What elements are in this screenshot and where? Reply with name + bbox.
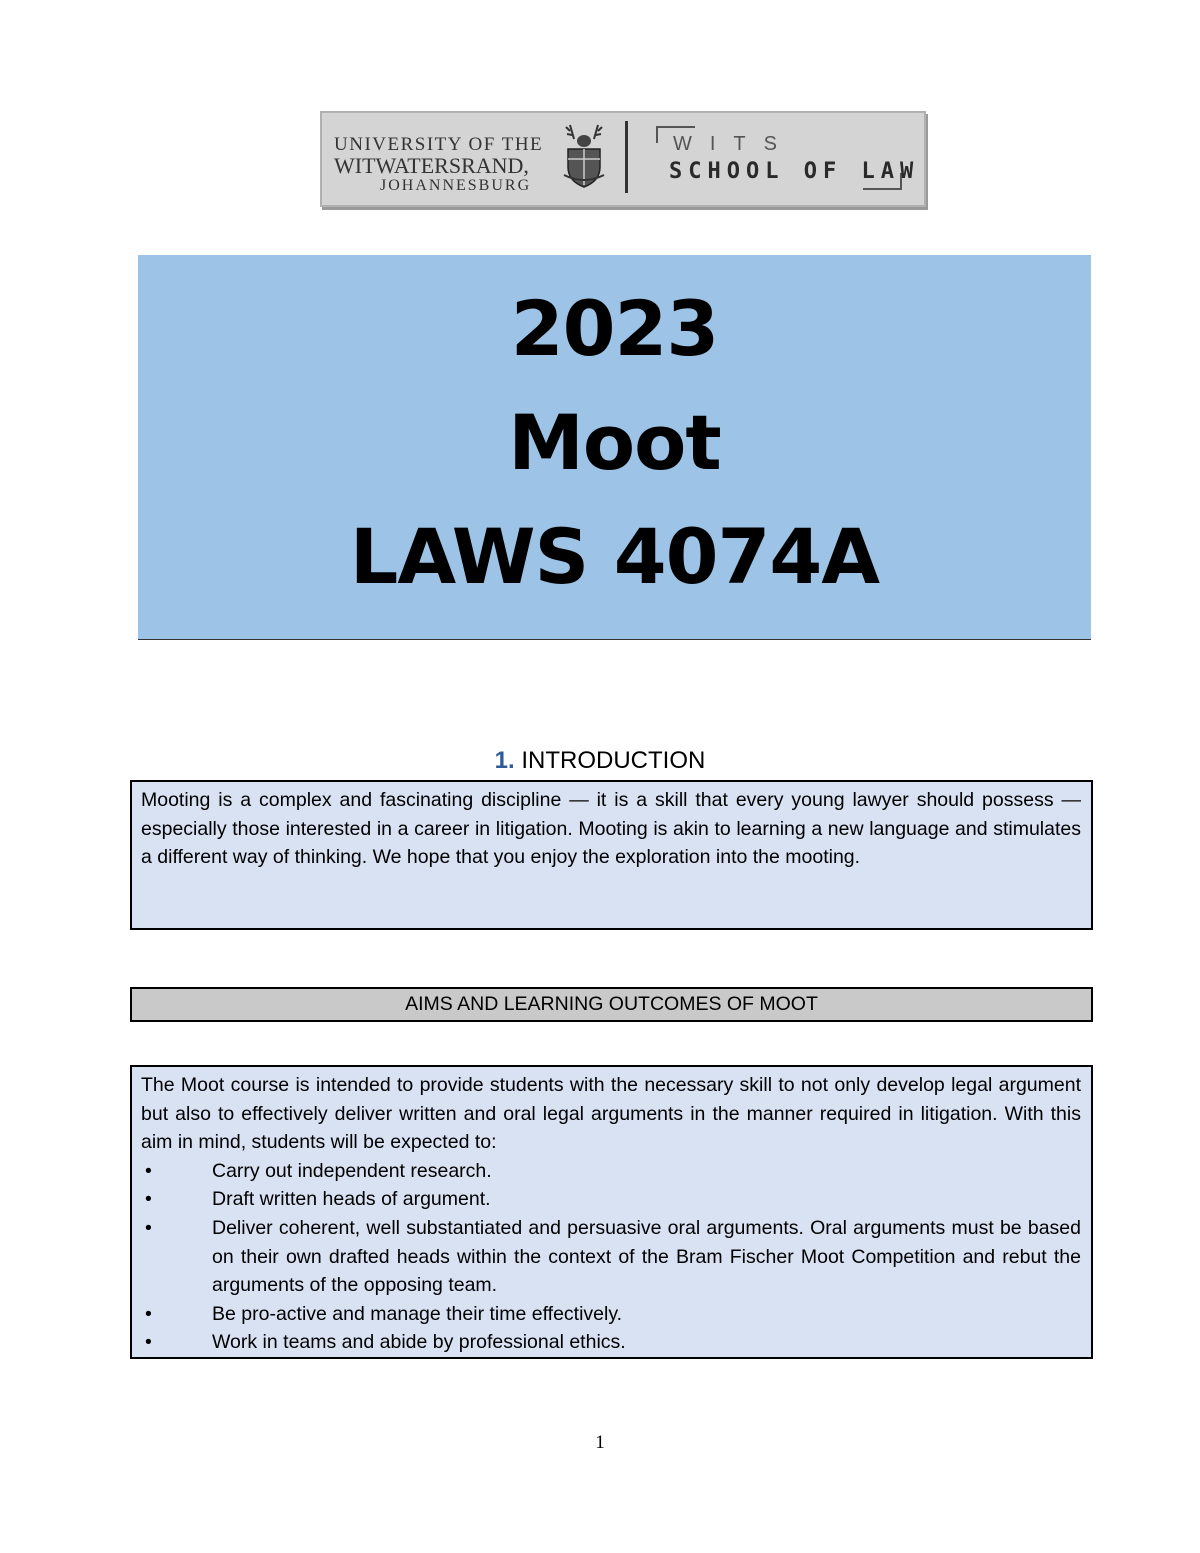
- university-name-line2: WITWATERSRAND,: [334, 153, 529, 178]
- course-year: 2023: [510, 284, 719, 373]
- list-item: [141, 1185, 1081, 1214]
- school-of-law-wordmark: SCHOOL OF LAW: [669, 159, 920, 184]
- list-item-text: Deliver coherent, well substantiated and persuasive oral arguments. Oral arguments must be based on their own drafted heads within the context of the Bram Fischer Moot Competition and rebut the arguments of the opposing team.: [212, 1216, 1081, 1297]
- list-item-text: Work in teams and abide by professional ethics.: [212, 1331, 626, 1354]
- course-title-box: [138, 255, 1091, 640]
- bullet-icon: •: [145, 1331, 152, 1354]
- list-item: [141, 1214, 1081, 1300]
- introduction-text: Mooting is a complex and fascinating discipline — it is a skill that every young lawyer should possess — especially those interested in a career in litigation. Mooting is akin to learning a new language and stimulates a different way of thinking. We hope that you enjoy the exploration into the mooting.: [141, 789, 1081, 869]
- list-item: [141, 1157, 1081, 1186]
- introduction-heading: [0, 747, 1200, 775]
- list-item-text: Carry out independent research.: [212, 1159, 492, 1182]
- introduction-box: [130, 780, 1093, 930]
- page-number: 1: [595, 1432, 605, 1453]
- wits-school-of-law-mark: [655, 125, 920, 191]
- section-title: INTRODUCTION: [521, 747, 706, 774]
- university-name-line3: JOHANNESBURG: [380, 177, 532, 194]
- bullet-icon: •: [145, 1216, 152, 1239]
- wits-wordmark: WITS: [673, 133, 795, 155]
- aims-box: [130, 1065, 1093, 1359]
- logo-divider: [625, 121, 628, 193]
- list-item-text: Be pro-active and manage their time effectively.: [212, 1302, 623, 1325]
- aims-heading: AIMS AND LEARNING OUTCOMES OF MOOT: [405, 993, 818, 1015]
- section-number: 1.: [494, 747, 515, 774]
- course-code: LAWS 4074A: [349, 512, 880, 601]
- course-name: Moot: [508, 398, 721, 487]
- university-name: [334, 135, 543, 194]
- aims-heading-bar: [130, 987, 1093, 1022]
- bullet-icon: •: [145, 1188, 152, 1211]
- aims-outcomes-list: [141, 1157, 1081, 1357]
- bullet-icon: •: [145, 1159, 152, 1182]
- university-logo-banner: [320, 111, 926, 207]
- list-item: [141, 1328, 1081, 1357]
- aims-intro-text: The Moot course is intended to provide students with the necessary skill to not only develop legal argument but also to effectively deliver written and oral legal arguments in the manner required in litigation. With this aim in mind, students will be expected to:: [141, 1074, 1081, 1154]
- list-item-text: Draft written heads of argument.: [212, 1188, 491, 1211]
- bullet-icon: •: [145, 1302, 152, 1325]
- university-name-line1: UNIVERSITY OF THE: [334, 134, 544, 155]
- list-item: [141, 1300, 1081, 1329]
- university-crest-icon: [562, 119, 606, 189]
